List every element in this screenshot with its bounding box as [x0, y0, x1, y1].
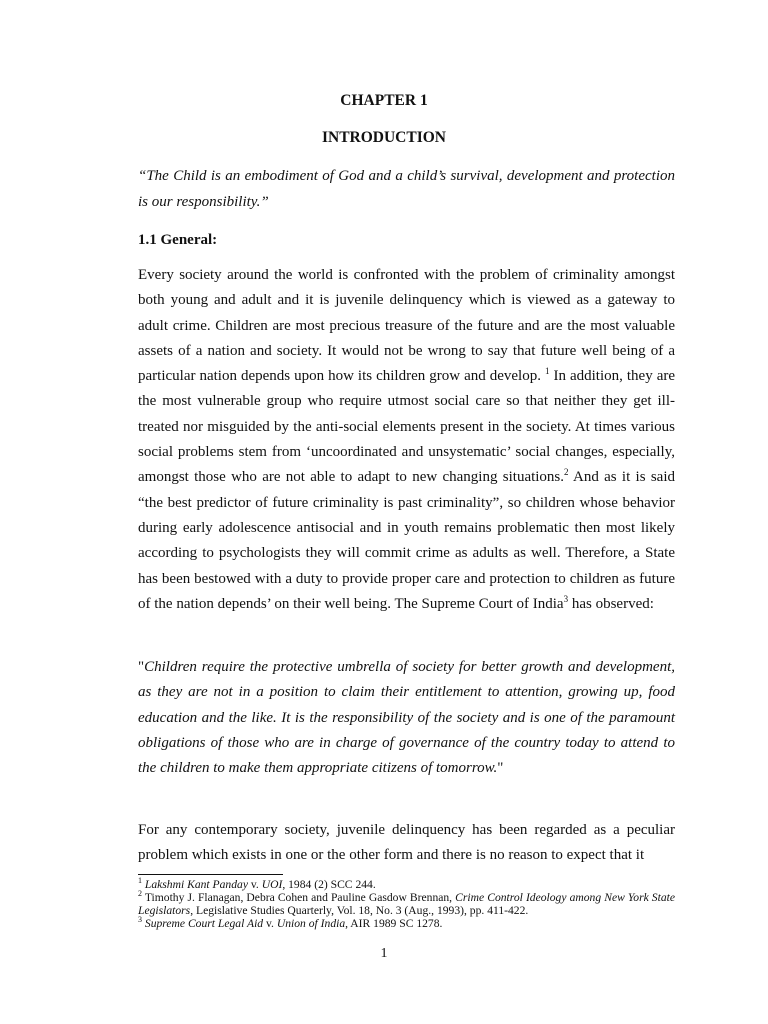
case-party: Union of India [276, 917, 346, 930]
work-title: Crime Control Ideology among New York State Legislators [138, 891, 675, 917]
footnote-3 [138, 917, 675, 930]
chapter-title: INTRODUCTION [321, 129, 446, 146]
case-party: Lakshmi Kant Panday [144, 878, 248, 891]
quote-close-mark: " [497, 760, 504, 777]
footnote-number: 3 [138, 915, 142, 925]
paragraph-text: And as it is said “the best predictor of future criminality is past criminality”, so children whose behavior during early adolescence antisocial and in youth remains problematic then most likely according to psychologists they will commit crime as adults as well. Therefore, a State has been bestowed with a duty to provide proper care and protection to children as future of the nation depends’ on their well being. The Supreme Court of India [138, 469, 675, 612]
page-number: 1 [380, 946, 388, 961]
chapter-label: CHAPTER 1 [340, 92, 428, 109]
paragraph-text: In addition, they are the most vulnerable group who require utmost social care so that neither they get ill-treated nor misguided by the anti-social elements present in the society. At times various social problems stem from ‘uncoordinated and unsystematic’ social changes, especially, amongst those who are not able to adapt to new changing situations. [138, 368, 676, 486]
citation: , AIR 1989 SC 1278. [345, 917, 443, 930]
block-quote [138, 655, 675, 781]
epigraph: “The Child is an embodiment of God and a child’s survival, development and protection is our responsibility.” [138, 168, 675, 210]
paragraph-text: has observed: [568, 595, 654, 612]
footnote-number: 2 [138, 889, 142, 899]
case-party: UOI [261, 878, 283, 891]
footnote-ref-3: 3 [563, 593, 569, 604]
footnotes [138, 878, 675, 930]
footnote-2 [138, 891, 675, 917]
case-party: Supreme Court Legal Aid [144, 917, 264, 930]
authors: Timothy J. Flanagan, Debra Cohen and Pauline Gasdow Brennan, [142, 891, 456, 904]
footnote-1 [138, 878, 675, 891]
quote-open-mark: " [138, 659, 145, 675]
paragraph-text: Every society around the world is confronted with the problem of criminality amongst both young and adult and it is juvenile delinquency which is viewed as a gateway to adult crime. Children are most precious treasure of the future and are the most valuable assets of a nation and society. It would not be wrong to say that future well being of a particular nation depends upon how its children grow and develop. [138, 267, 675, 385]
footnote-separator [138, 874, 283, 875]
footnote-number: 1 [138, 876, 142, 886]
body-paragraph-2: For any contemporary society, juvenile delinquency has been regarded as a peculiar problem which exists in one or the other form and there is no reason to expect that it [138, 822, 675, 864]
footnote-ref-2: 2 [564, 467, 569, 478]
footnote-ref-1: 1 [544, 366, 550, 377]
versus: v. [247, 878, 262, 891]
citation: , 1984 (2) SCC 244. [282, 878, 376, 891]
section-heading: 1.1 General: [138, 232, 218, 248]
versus: v. [263, 917, 277, 930]
body-paragraph-1 [138, 263, 675, 617]
citation: , Legislative Studies Quarterly, Vol. 18, No. 3 (Aug., 1993), pp. 411-422. [190, 904, 529, 917]
quote-text: Children require the protective umbrella of society for better growth and development, as they are not in a position to claim their entitlement to attention, growing up, food education and the like. It is the responsibility of the society and is one of the paramount obligations of those who are in charge of governance of the country today to attend to the children to make them appropriate citizens of tomorrow. [138, 659, 675, 777]
